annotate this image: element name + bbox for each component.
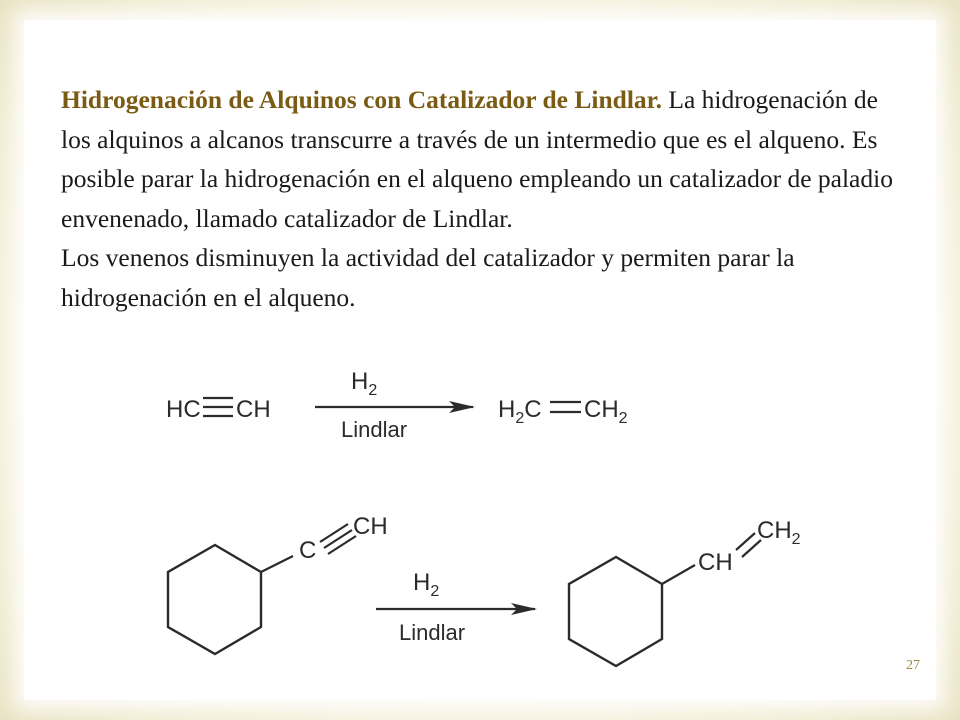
reagent-2-h2-label	[413, 569, 439, 600]
slide-text	[61, 80, 901, 317]
paragraph-1	[61, 80, 901, 238]
catalyst-2-lindlar-label: Lindlar	[399, 620, 466, 645]
product-h2c-sub: 2	[515, 410, 525, 427]
slide-number: 27	[906, 658, 920, 673]
triple-bond	[203, 398, 233, 416]
reagent-2-h2-sub: 2	[430, 583, 440, 600]
product-h2c-c: C	[524, 396, 542, 423]
reaction-2	[168, 513, 801, 666]
ring-to-alkyne-bond	[261, 556, 293, 572]
product-ch2-label	[584, 396, 628, 427]
product-h2c-label	[498, 396, 542, 427]
product-vinyl-ch2-sub: 2	[791, 531, 801, 548]
reactant-ch-label: CH	[236, 396, 271, 423]
paragraph-2: Los venenos disminuyen la actividad del catalizador y permiten parar la hidrogenación en el alqueno.	[61, 243, 795, 312]
paragraph-1-body: La hidrogenación de los alquinos a alcanos transcurre a través de un intermedio que es el alqueno. Es posible parar la hidrogenación en el alqueno empleando un catalizador de paladio envenenado, llamado catalizador de Lindlar.	[61, 85, 893, 233]
reagent-h2-sub: 2	[368, 382, 378, 399]
double-bond	[550, 402, 581, 412]
ring-to-vinyl-bond	[662, 565, 695, 584]
reaction-diagram-svg	[143, 360, 820, 685]
catalyst-lindlar-label: Lindlar	[341, 417, 408, 442]
product-h2c-h: H	[498, 396, 516, 423]
reaction-1	[166, 368, 628, 442]
alkyne-c-label: C	[299, 537, 317, 564]
reaction-diagram	[143, 360, 820, 685]
cyclohexane-ring-reactant	[168, 545, 261, 654]
reagent-h2-label	[351, 368, 377, 399]
cyclohexane-ring-product	[569, 557, 662, 666]
reagent-2-h2-h: H	[413, 569, 431, 596]
reactant-hc-label: HC	[166, 396, 201, 423]
product-vinyl-ch2-ch: CH	[757, 517, 792, 544]
alkyne-ch-label: CH	[353, 513, 388, 540]
reagent-h2-h: H	[351, 368, 369, 395]
alkyne-triple-bond	[320, 524, 356, 554]
product-vinyl-ch-label: CH	[698, 549, 733, 576]
product-ch2-sub: 2	[618, 410, 628, 427]
product-ch2-ch: CH	[584, 396, 619, 423]
product-vinyl-ch2-label	[757, 517, 801, 548]
slide-heading: Hidrogenación de Alquinos con Catalizador de Lindlar.	[61, 85, 663, 114]
